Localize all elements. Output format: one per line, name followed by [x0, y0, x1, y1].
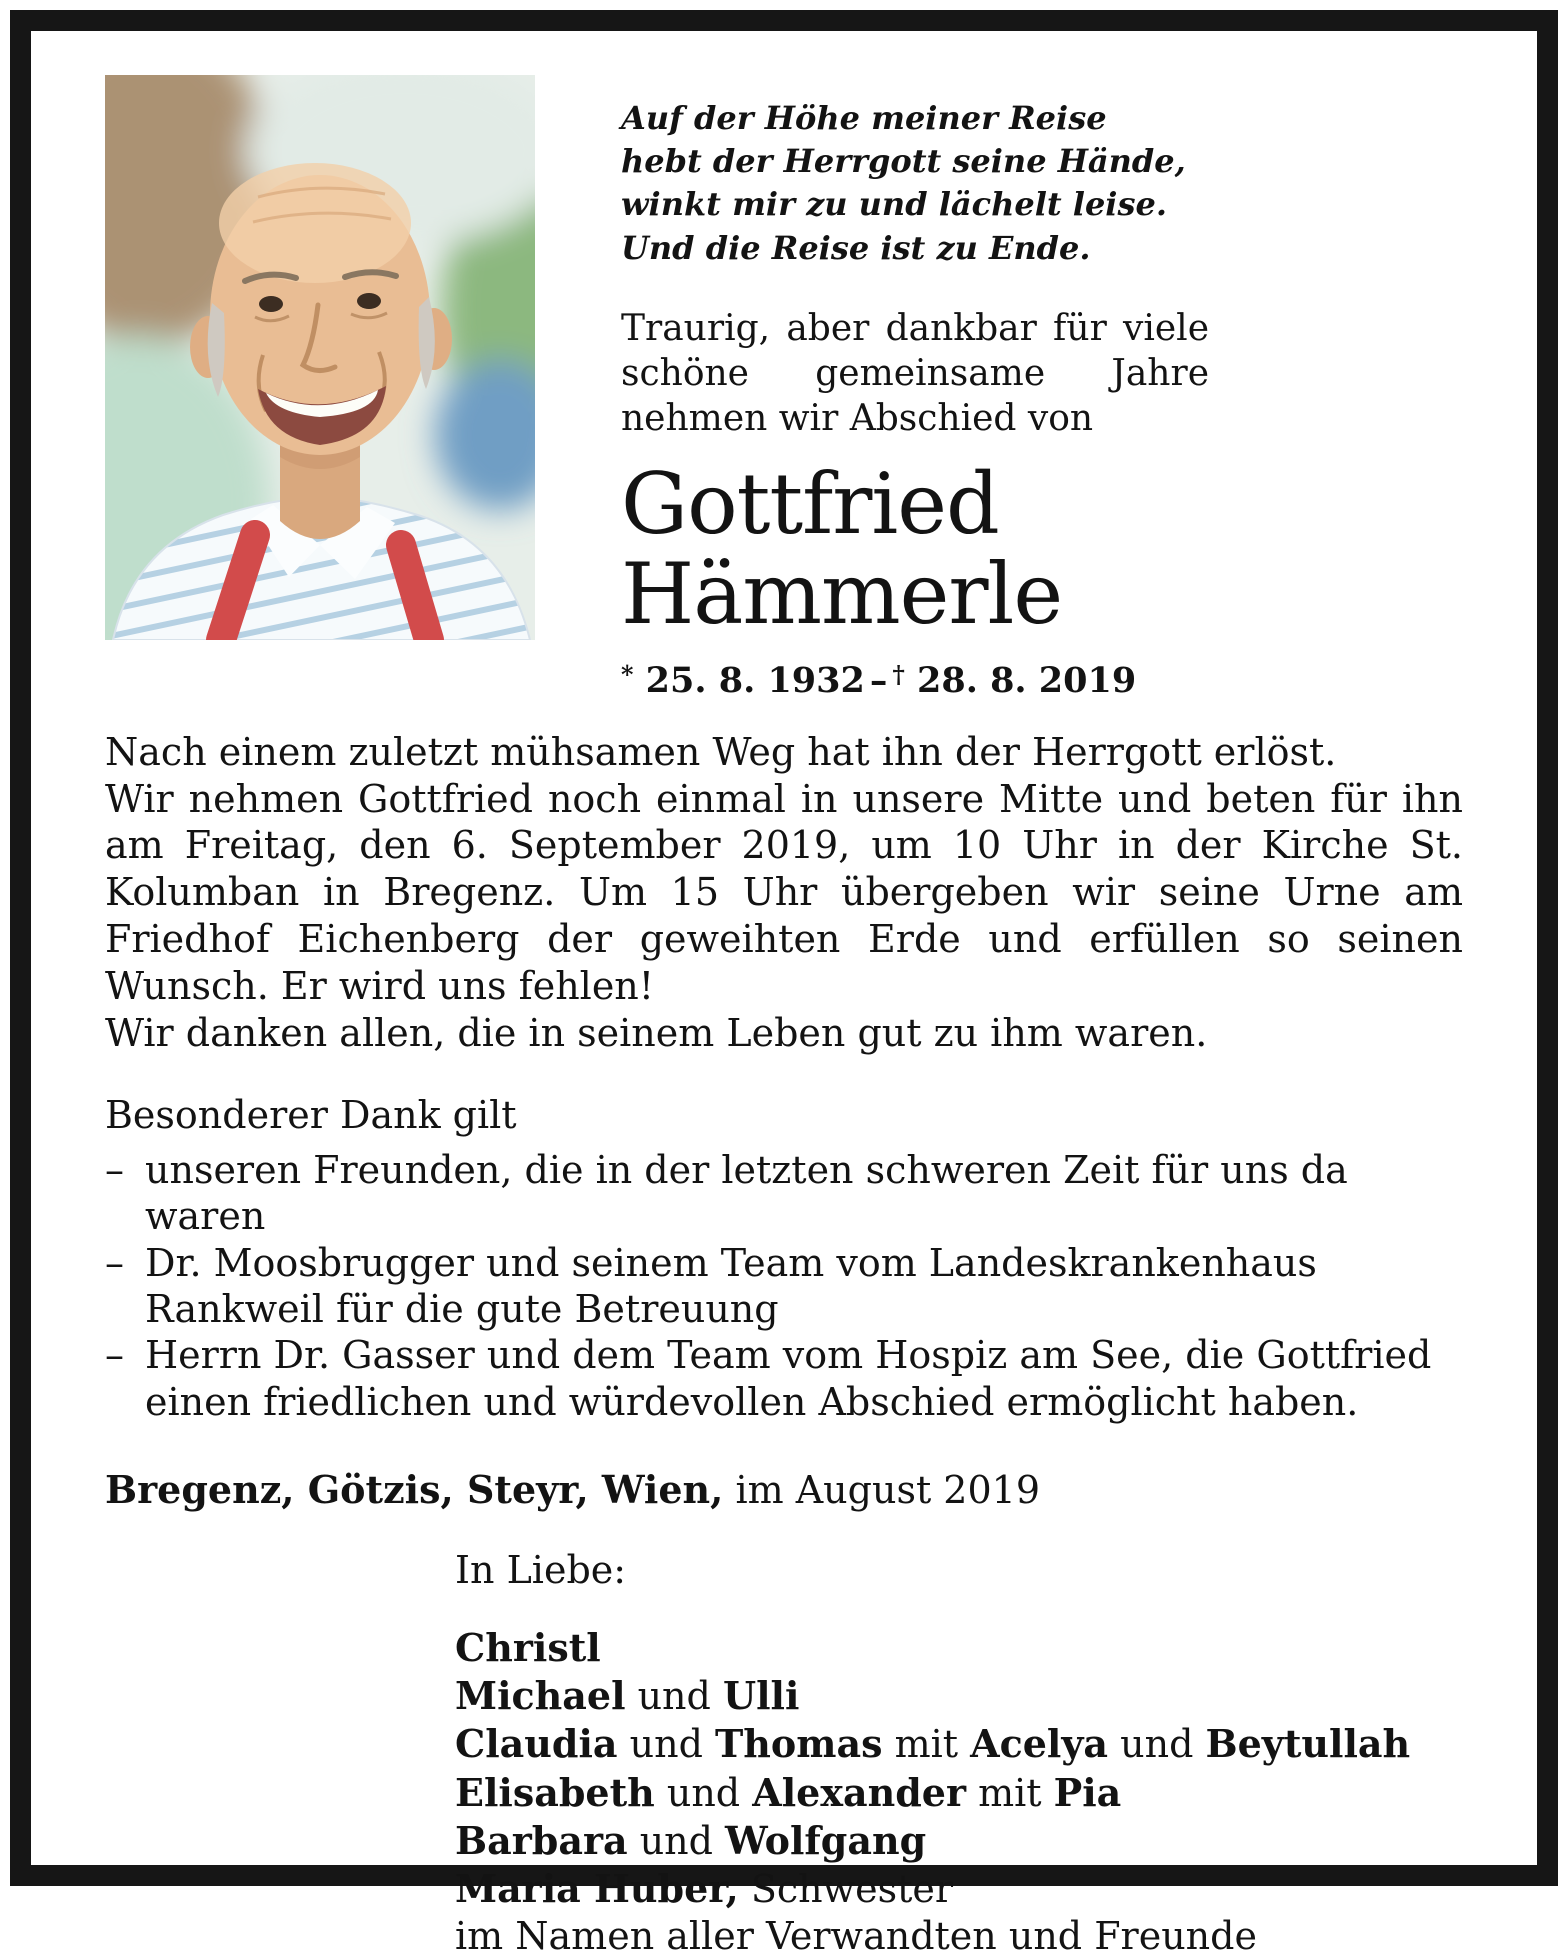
poem-line: Auf der Höhe meiner Reise	[621, 99, 1107, 137]
family-member-name: Ulli	[722, 1673, 800, 1719]
memorial-poem	[621, 97, 1209, 270]
thanks-item	[105, 1147, 1463, 1240]
family-member-name: Elisabeth	[455, 1769, 655, 1815]
obituary-body	[105, 729, 1463, 1057]
family-member-name: Pia	[1053, 1769, 1122, 1815]
family-member-name: Claudia	[455, 1721, 618, 1767]
thanks-item	[105, 1332, 1463, 1425]
portrait-illustration	[105, 75, 535, 640]
places-text: Bregenz, Götzis, Steyr, Wien,	[105, 1467, 724, 1513]
dates-separator: –	[869, 659, 888, 701]
thanks-item	[105, 1240, 1463, 1333]
birth-date: 25. 8. 1932	[645, 659, 865, 701]
body-paragraph: Nach einem zuletzt mühsamen Weg hat ihn der Herrgott erlöst.	[105, 729, 1337, 774]
dash-bullet: –	[105, 1148, 124, 1193]
deceased-last-name: Hämmerle	[621, 544, 1063, 643]
thanks-item-text: unseren Freunden, die in der letzten schweren Zeit für uns da waren	[145, 1148, 1348, 1239]
family-line	[455, 1769, 1463, 1817]
family-member-name: Alexander	[752, 1769, 966, 1815]
thanks-list	[105, 1147, 1463, 1425]
poem-line: hebt der Herrgott seine Hände,	[621, 142, 1186, 181]
family-member-name: Michael	[455, 1673, 626, 1719]
death-symbol: †	[892, 660, 905, 689]
thanks-item-text: Dr. Moosbrugger und seinem Team vom Landeskrankenhaus Rankweil für die gute Betreuung	[145, 1240, 1317, 1332]
family-line-text: und	[654, 1770, 753, 1815]
dash-bullet: –	[105, 1333, 124, 1378]
family-member-name: Christl	[455, 1625, 601, 1671]
family-line-text: im Namen aller Verwandten und Freunde	[455, 1913, 1257, 1958]
family-line-text: mit	[882, 1722, 971, 1767]
body-paragraph: Wir danken allen, die in seinem Leben gut zu ihm waren.	[105, 1011, 1208, 1056]
family-line-text: und	[1108, 1722, 1206, 1767]
family-line-text: und	[617, 1722, 715, 1767]
family-member-name: Barbara	[455, 1817, 628, 1863]
poem-line: Und die Reise ist zu Ende.	[621, 228, 1091, 267]
family-intro: In Liebe:	[455, 1548, 627, 1593]
farewell-intro: Traurig, aber dankbar für viele schöne gemeinsame Jahre nehmen wir Abschied von	[621, 307, 1209, 440]
family-member-name: Maria Huber,	[455, 1865, 739, 1911]
life-dates	[621, 660, 1209, 701]
dash-bullet: –	[105, 1240, 124, 1285]
deceased-name	[621, 454, 1209, 643]
portrait-photo	[105, 75, 535, 640]
family-line	[455, 1865, 1463, 1913]
birth-symbol: *	[621, 660, 634, 689]
header-text-column	[621, 75, 1209, 701]
family-line	[455, 1720, 1463, 1768]
family-block	[455, 1548, 1463, 1960]
family-line	[455, 1624, 1463, 1672]
family-member-name: Acelya	[970, 1721, 1109, 1767]
family-member-name: Wolfgang	[725, 1817, 927, 1863]
family-line-text: mit	[966, 1770, 1054, 1815]
family-lines	[455, 1624, 1463, 1960]
obituary-frame	[10, 10, 1558, 1958]
family-line-text: Schwester	[738, 1866, 954, 1911]
family-line-text: und	[625, 1674, 723, 1719]
deceased-first-name: Gottfried	[621, 454, 999, 553]
family-line	[455, 1817, 1463, 1865]
family-member-name: Beytullah	[1205, 1721, 1411, 1767]
family-line-text: und	[627, 1818, 726, 1863]
family-line	[455, 1913, 1463, 1960]
death-date: 28. 8. 2019	[917, 659, 1137, 701]
family-line	[455, 1672, 1463, 1720]
thanks-item-text: Herrn Dr. Gasser und dem Team vom Hospiz am See, die Gottfried einen friedlichen und würdevollen Abschied ermöglicht haben.	[145, 1333, 1432, 1424]
place-date-line	[105, 1467, 1463, 1512]
family-member-name: Thomas	[715, 1721, 883, 1767]
thanks-title: Besonderer Dank gilt	[105, 1093, 517, 1138]
body-paragraph: Wir nehmen Gottfried noch einmal in unsere Mitte und beten für ihn am Freitag, den 6. September 2019, um 10 Uhr in der Kirche St. Kolumban in Bregenz. Um 15 Uhr übergeben wir seine Urne am Friedhof Eichenberg der geweihten Erde und erfüllen so seinen Wunsch. Er wird uns fehlen!	[105, 776, 1463, 1009]
top-section	[105, 75, 1463, 701]
poem-line: winkt mir zu und lächelt leise.	[621, 185, 1167, 224]
date-text: im August 2019	[723, 1468, 1041, 1513]
